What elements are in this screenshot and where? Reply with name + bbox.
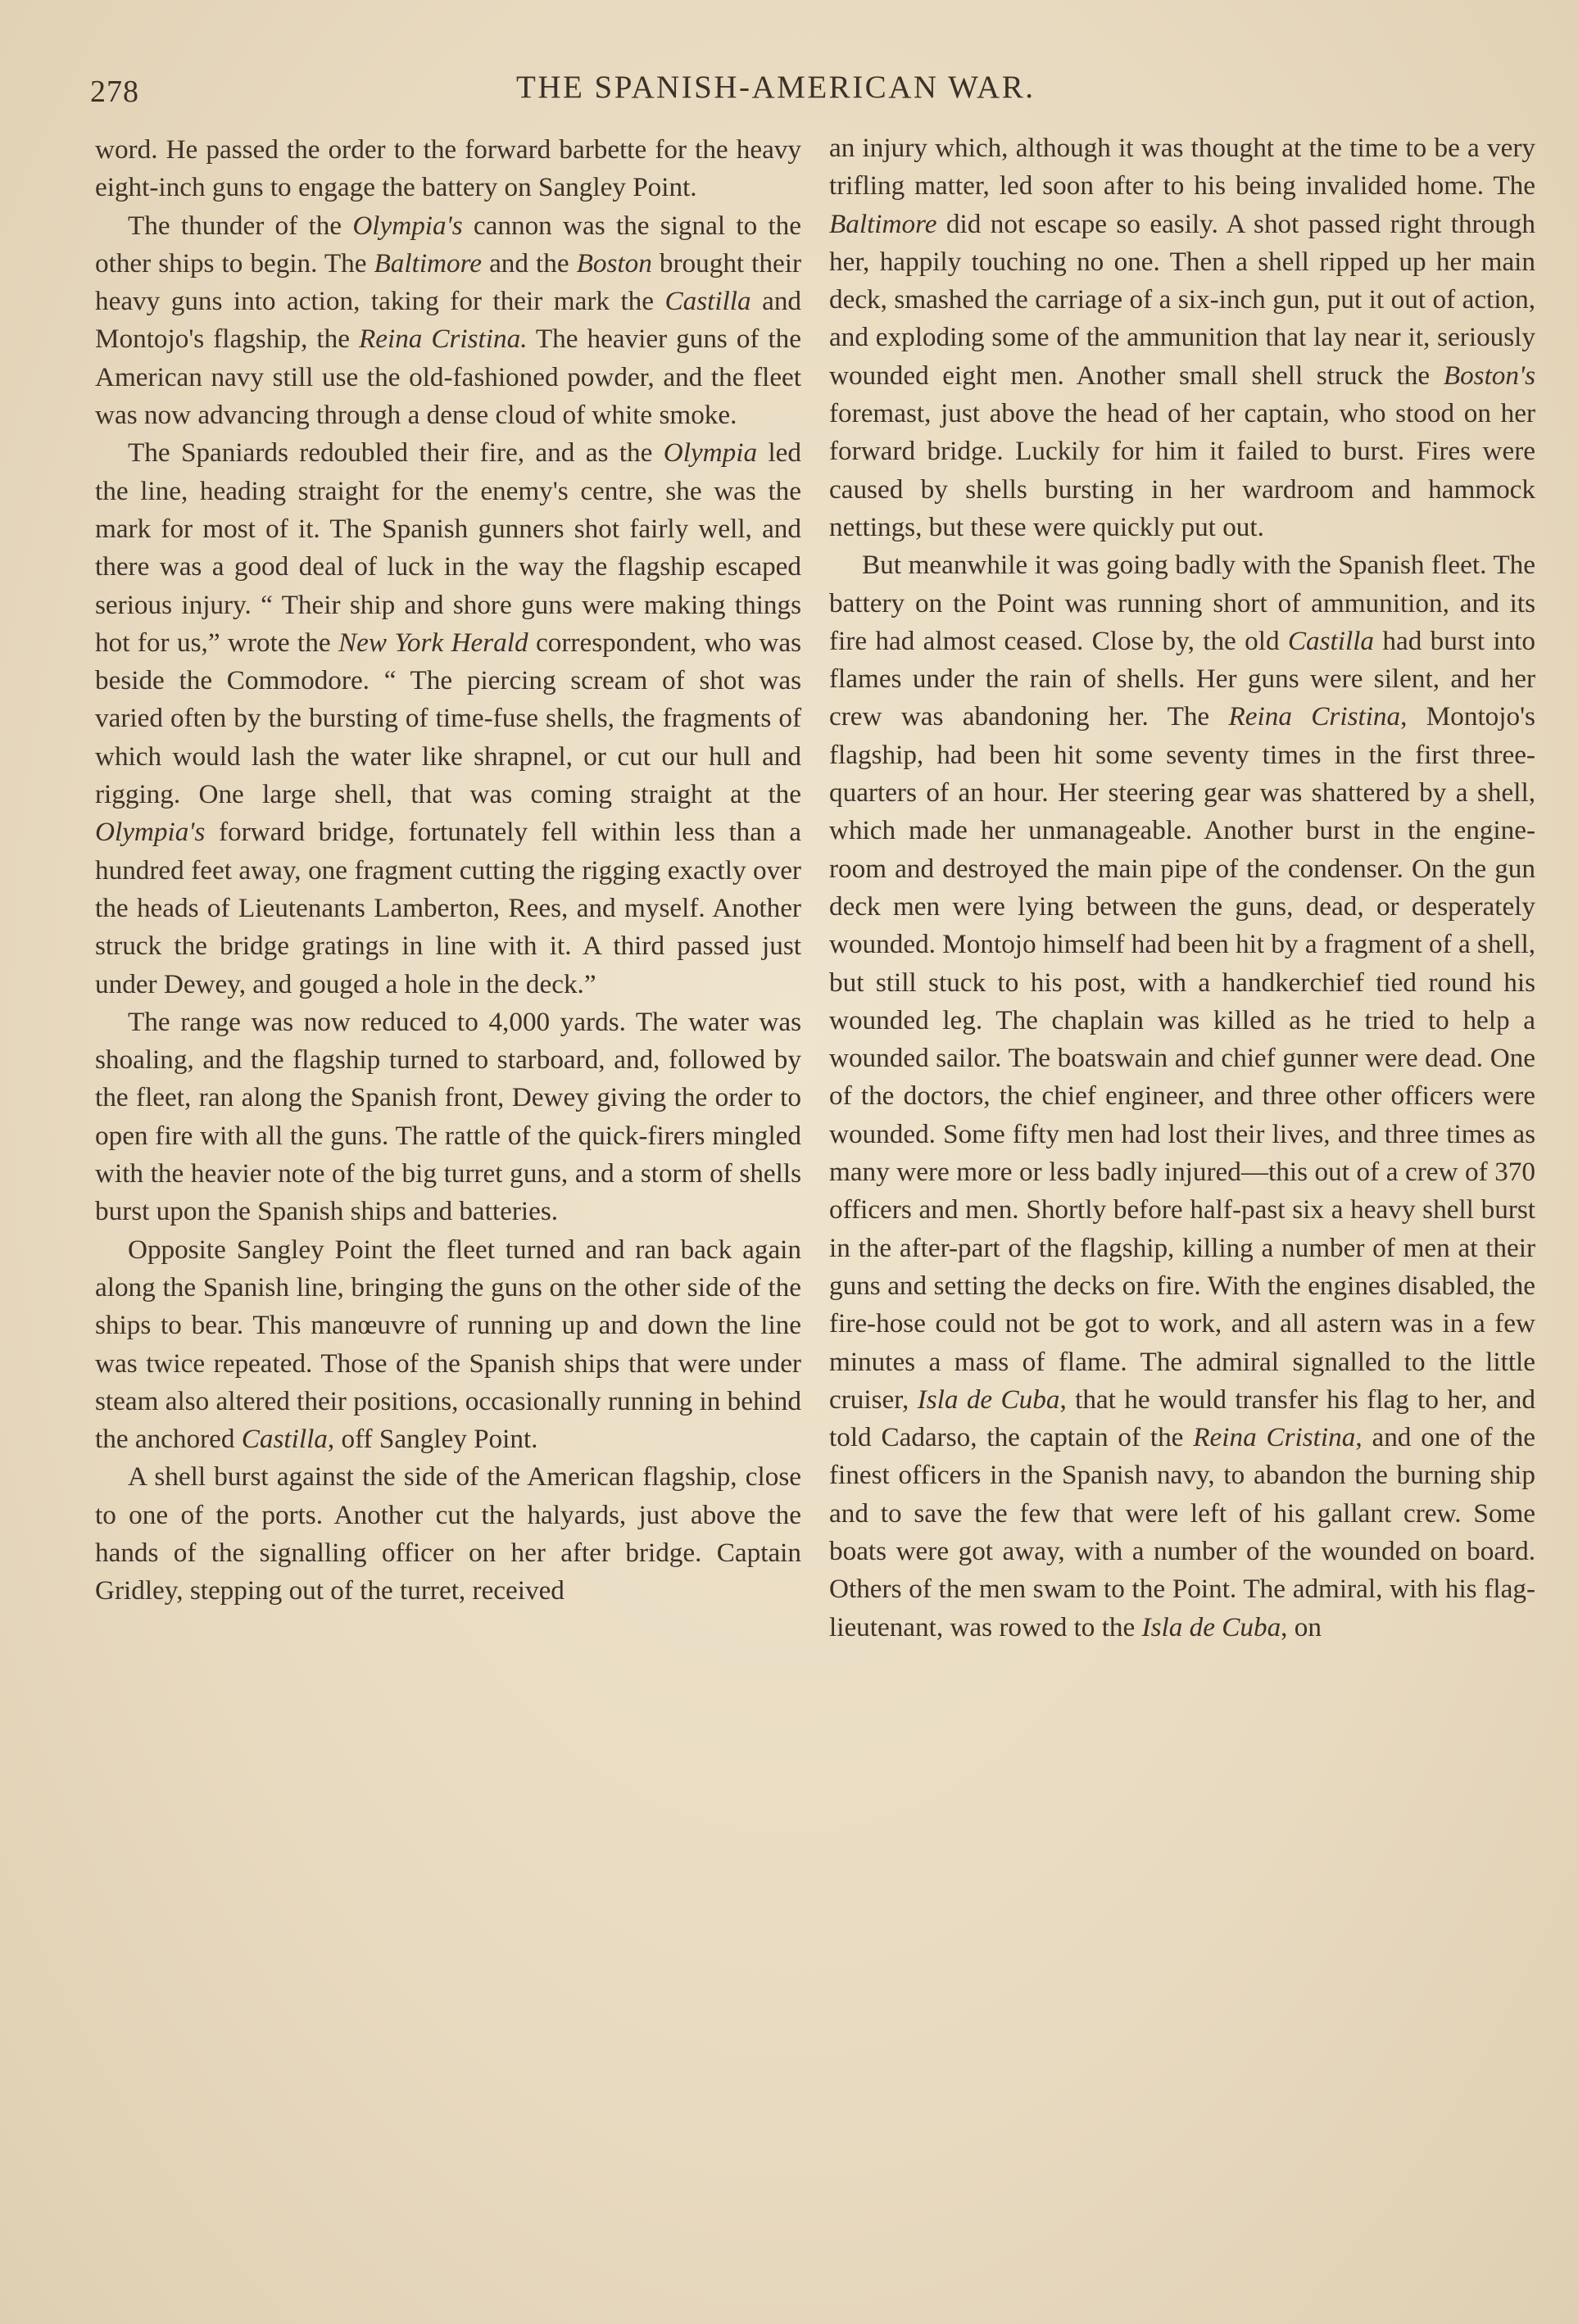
- ship-name: Olympia's: [352, 210, 463, 241]
- ship-name: Baltimore: [374, 247, 483, 279]
- ship-name: Boston: [576, 247, 652, 279]
- newspaper-name: New York Herald: [338, 627, 528, 658]
- left-column: [95, 131, 801, 1610]
- ship-name: Boston's: [1443, 360, 1535, 391]
- ship-name: Isla de Cuba: [917, 1384, 1060, 1415]
- paragraph: word. He passed the order to the forward barbette for the heavy eight-inch guns to engage the battery on Sangley Point.: [95, 134, 801, 203]
- paragraph: But meanwhile it was going badly with the Spanish fleet. The battery on the Point was running short of ammunition, and its fire had almost ceased. Close by, the old Castilla had burst into flames under the rain of shells. Her guns were silent, and her crew was abandoning her. The Reina Cristina, Montojo's flagship, had been hit some seventy times in the first three-quarters of an hour. Her steering gear was shattered by a shell, which made her unmanageable. Another burst in the engine-room and destroyed the main pipe of the condenser. On the gun deck men were lying between the guns, dead, or desperately wounded. Montojo himself had been hit by a fragment of a shell, but still stuck to his post, with a handkerchief tied round his wounded leg. The chaplain was killed as he tried to help a wounded sailor. The boatswain and chief gunner were dead. One of the doctors, the chief engineer, and three other officers were wounded. Some fifty men had lost their lives, and three times as many were more or less badly injured—this out of a crew of 370 officers and men. Shortly before half-past six a heavy shell burst in the after-part of the flagship, killing a number of men at their guns and setting the decks on fire. With the engines disabled, the fire-hose could not be got to work, and all astern was in a few minutes a mass of flame. The admiral signalled to the little cruiser, Isla de Cuba, that he would transfer his flag to her, and told Cadarso, the captain of the Reina Cristina, and one of the finest officers in the Spanish navy, to abandon the burning ship and to save the few that were left of his gallant crew. Some boats were got away, with a number of the wounded on board. Others of the men swam to the Point. The admiral, with his flag-lieutenant, was rowed to the Isla de Cuba, on: [829, 550, 1535, 1642]
- ship-name: Olympia's: [95, 817, 206, 848]
- ship-name: Reina Cristina.: [358, 324, 528, 355]
- page-header: [90, 69, 1516, 118]
- paragraph: A shell burst against the side of the American flagship, close to one of the ports. Another cut the halyards, just above the hands of the signalling officer on her after bridge. Captain Gridley, stepping out of the turret, received: [95, 1461, 801, 1606]
- right-column: [829, 129, 1535, 1647]
- page-number: 278: [90, 75, 139, 109]
- ship-name: Olympia: [663, 437, 758, 469]
- running-title: THE SPANISH-AMERICAN WAR.: [516, 70, 1036, 105]
- ship-name: Reina Cristina: [1193, 1422, 1356, 1453]
- paragraph: The range was now reduced to 4,000 yards. The water was shoaling, and the flagship turned to starboard, and, followed by the fleet, ran along the Spanish front, Dewey giving the order to open fire with all the guns. The rattle of the quick-firers mingled with the heavier note of the big turret guns, and a storm of shells burst upon the Spanish ships and batteries.: [95, 1006, 801, 1227]
- paragraph: The Spaniards redoubled their fire, and as the Olympia led the line, heading straight for the enemy's centre, she was the mark for most of it. The Spanish gunners shot fairly well, and there was a good deal of luck in the way the flagship escaped serious injury. “ Their ship and shore guns were making things hot for us,” wrote the New York Herald correspondent, who was beside the Commodore. “ The piercing scream of shot was varied often by the bursting of time-fuse shells, the fragments of which would lash the water like shrapnel, or cut our hull and rigging. One large shell, that was coming straight at the Olympia's forward bridge, fortunately fell within less than a hundred feet away, one fragment cutting the rigging exactly over the heads of Lieutenants Lamberton, Rees, and myself. Another struck the bridge gratings in line with it. A third passed just under Dewey, and gouged a hole in the deck.”: [95, 437, 802, 999]
- ship-name: Isla de Cuba: [1141, 1611, 1281, 1642]
- ship-name: Castilla: [1287, 625, 1375, 656]
- ship-name: Baltimore: [829, 208, 937, 239]
- ship-name: Castilla: [664, 286, 751, 317]
- paragraph: The thunder of the Olympia's cannon was the signal to the other ships to begin. The Baltimore and the Boston brought their heavy guns into action, taking for their mark the Castilla and Montojo's flagship, the Reina Cristina. The heavier guns of the American navy still use the old-fashioned powder, and the fleet was now advancing through a dense cloud of white smoke.: [95, 210, 802, 431]
- paragraph: an injury which, although it was thought at the time to be a very trifling matter, led soon after to his being invalided home. The Baltimore did not escape so easily. A shot passed right through her, happily touching no one. Then a shell ripped up her main deck, smashed the carriage of a six-inch gun, put it out of action, and exploding some of the ammunition that lay near it, seriously wounded eight men. Another small shell struck the Boston's foremast, just above the head of her captain, who stood on her forward bridge. Luckily for him it failed to burst. Fires were caused by shells bursting in her wardroom and hammock nettings, but these were quickly put out.: [829, 133, 1535, 542]
- paragraph: Opposite Sangley Point the fleet turned and ran back again along the Spanish line, bringing the guns on the other side of the ships to bear. This manœuvre of running up and down the line was twice repeated. Those of the Spanish ships that were under steam also altered their positions, occasionally running in behind the anchored Castilla, off Sangley Point.: [95, 1234, 801, 1455]
- ship-name: Reina Cristina: [1228, 701, 1401, 732]
- ship-name: Castilla: [241, 1424, 328, 1455]
